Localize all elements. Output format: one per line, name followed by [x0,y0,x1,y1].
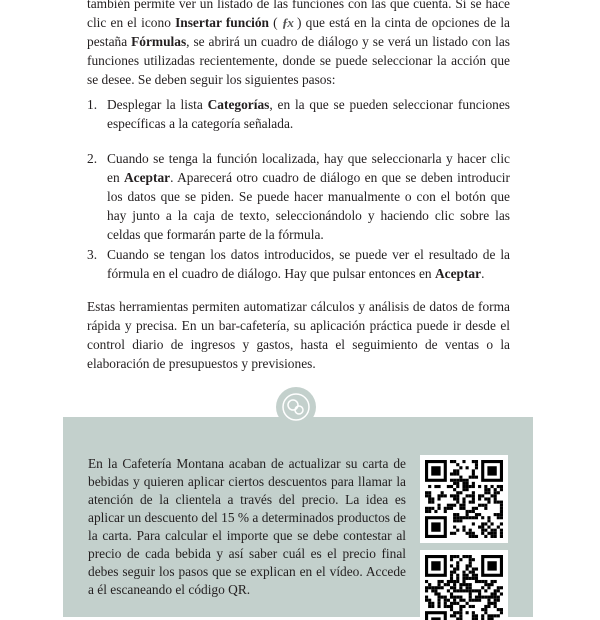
step-number: 3. [87,247,98,262]
step-bold: Categorías [207,97,270,112]
qr-code[interactable] [420,455,508,543]
insert-function-label: Insertar función [175,15,270,30]
list-item [87,95,510,133]
intro-text-post: , se abrirá un cuadro de diálogo y se verá un listado con las funciones utilizadas recientemente, donde se puede seleccionar la acción que se desee. Se deben seguir los siguientes pasos: [87,34,510,87]
formulas-tab-label: Fórmulas [131,34,187,49]
video-link-icon [276,387,316,427]
insert-function-icon: ƒx [281,15,293,30]
step-number: 2. [87,151,98,166]
step-bold: Aceptar [434,266,482,281]
list-item [87,149,510,244]
step-text-pre: Desplegar la lista [107,97,208,112]
intro-paragraph [87,0,510,89]
qr-code-secondary[interactable] [420,550,508,620]
step-text-post: . [481,266,485,281]
intro-text-pre: también permite ver un listado de las funciones con las que cuenta. Si se hace clic en el icono [87,0,510,30]
activity-text: En la Cafetería Montana acaban de actualizar su carta de bebidas y quieren aplicar ciertos descuentos para llamar la atención de la clientela a través del precio. La idea es aplicar un descuento del 15 % a determinados productos de la carta. Para calcular el importe que se debe contestar al precio de cada bebida y así saber cuál es el precio final debes seguir los pasos que se explican en el vídeo. Accede a él escaneando el código QR. [88,456,406,597]
outro-paragraph: Estas herramientas permiten automatizar cálculos y análisis de datos de forma rápida y precisa. En un bar-cafetería, su aplicación práctica puede ir desde el control diario de ingresos y gastos, hasta el seguimiento de ventas o la elaboración de presupuestos y previsiones. [87,299,510,371]
paren-close: ) que está en la cinta de opciones de la pestaña [87,15,510,49]
step-number: 1. [87,97,98,112]
step-text-pre: Cuando se tengan los datos introducidos, se puede ver el resultado de la fórmula en el cuadro de diálogo. Hay que pulsar entonces en [107,247,510,281]
list-item [87,245,510,283]
step-text-post: . Aparecerá otro cuadro de diálogo en que se deben introducir los datos que se piden. Se puede hacer manualmente o con el botón que hay junto a la caja de texto, seleccionándolo y haciendo clic sobre las celdas que formarán parte de la fórmula. [107,170,510,242]
paren-open: ( [269,15,282,30]
step-text-post: , en la que se pueden seleccionar funciones específicas a la categoría señalada. [107,97,510,131]
step-text-pre: Cuando se tenga la función localizada, hay que seleccionarla y hacer clic en [107,151,510,185]
step-bold: Aceptar [124,170,171,185]
